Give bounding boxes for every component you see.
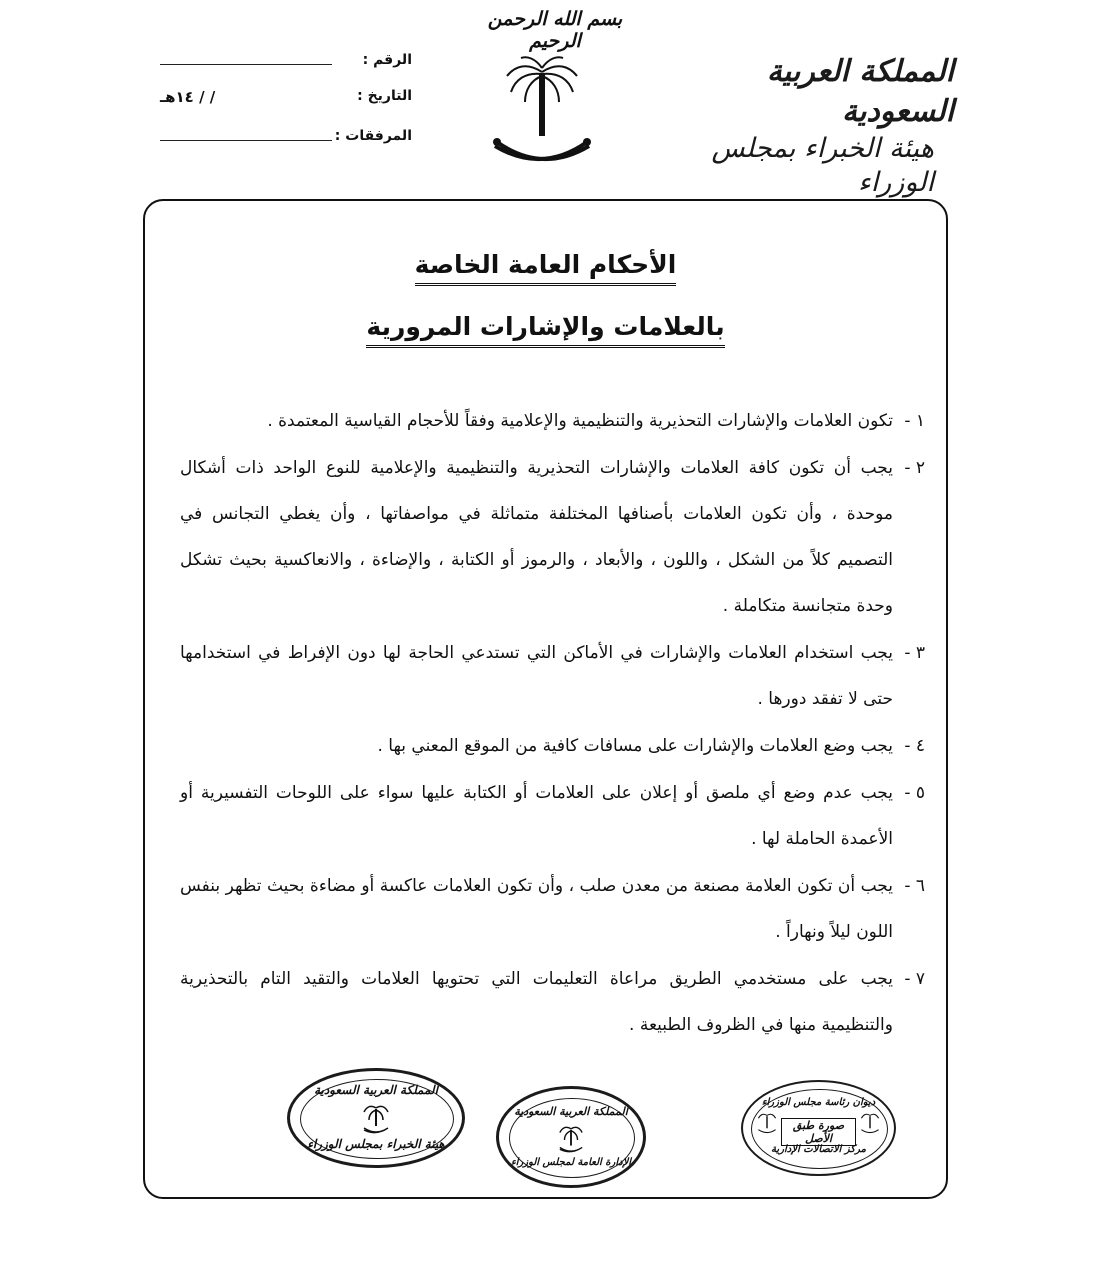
stamp-emblem-icon	[362, 1104, 390, 1140]
article-number: ٥ -	[904, 783, 925, 803]
attachments-field	[150, 128, 412, 152]
stamp-top-text: المملكة العربية السعودية	[314, 1083, 438, 1097]
article-number: ١ -	[904, 411, 925, 431]
attachments-line	[160, 140, 332, 141]
reference-number-line	[160, 64, 332, 65]
articles-list	[180, 398, 925, 1049]
date-field	[150, 88, 412, 112]
reference-number-label: الرقم :	[362, 52, 412, 68]
article-item	[180, 630, 925, 722]
stamp-emblem-icon	[860, 1112, 880, 1140]
stamp-top-text: المملكة العربية السعودية	[514, 1105, 628, 1118]
basmala: بسم الله الرحمن الرحيم	[487, 8, 623, 52]
authority-name: هيئة الخبراء بمجلس الوزراء	[711, 133, 934, 198]
stamp-council-ministers	[496, 1086, 646, 1188]
kingdom-name: المملكة العربية السعودية	[766, 54, 954, 129]
stamp-emblem-icon	[558, 1125, 584, 1159]
stamp-bottom-text: الإدارة العامة لمجلس الوزراء	[510, 1157, 632, 1168]
stamp-bottom-text: هيئة الخبراء بمجلس الوزراء	[307, 1137, 445, 1151]
attachments-label: المرفقات :	[334, 128, 412, 144]
saudi-emblem-icon	[487, 54, 597, 178]
article-item	[180, 445, 925, 629]
article-number: ٦ -	[904, 876, 925, 896]
article-text: يجب أن تكون العلامة مصنعة من معدن صلب ، وأن تكون العلامات عاكسة أو مضاءة بحيث تظهر بنفس اللون ليلاً ونهاراً .	[180, 876, 893, 942]
stamp-bottom-text: مركز الاتصالات الإدارية	[771, 1144, 866, 1155]
stamp-middle-text: صورة طبق الأصل	[781, 1118, 856, 1146]
article-number: ٢ -	[904, 458, 925, 478]
article-item	[180, 770, 925, 862]
article-text: يجب أن تكون كافة العلامات والإشارات التحذيرية والتنظيمية والإعلامية للنوع الواحد ذات أشكال موحدة ، وأن تكون العلامات بأصنافها المختلفة متماثلة في مواصفاتها ، وأن يغطي التجانس في التصميم كلاً من الشكل ، واللون ، والأبعاد ، والرموز أو الكتابة ، والإضاءة ، والانعاكسية بحيث تشكل وحدة متجانسة متكاملة .	[180, 458, 893, 616]
article-text: تكون العلامات والإشارات التحذيرية والتنظيمية والإعلامية وفقاً للأحجام القياسية المعتمدة .	[267, 411, 893, 431]
article-text: يجب على مستخدمي الطريق مراعاة التعليمات التي تحتويها العلامات والتقيد التام بالتحذيرية والتنظيمية منها في الظروف الطبيعة .	[180, 969, 893, 1035]
stamp-top-text: ديوان رئاسة مجلس الوزراء	[761, 1097, 876, 1108]
stamp-certified-copy	[741, 1080, 896, 1176]
title-line-1: الأحكام العامة الخاصة	[143, 250, 948, 279]
date-label: التاريخ :	[357, 88, 412, 104]
article-item	[180, 723, 925, 769]
stamp-emblem-icon	[757, 1112, 777, 1140]
article-number: ٧ -	[904, 969, 925, 989]
letterhead	[654, 52, 954, 200]
article-item	[180, 398, 925, 444]
article-text: يجب عدم وضع أي ملصق أو إعلان على العلامات أو الكتابة عليها سواء على اللوحات التفسيرية أو الأعمدة الحاملة لها .	[180, 783, 893, 849]
title-line-2: بالعلامات والإشارات المرورية	[143, 312, 948, 341]
stamp-experts-commission	[287, 1068, 465, 1168]
article-number: ٣ -	[904, 643, 925, 663]
article-item	[180, 956, 925, 1048]
article-text: يجب استخدام العلامات والإشارات في الأماكن التي تستدعي الحاجة لها دون الإفراط في استخدامها حتى لا تفقد دورها .	[180, 643, 893, 709]
date-value: / / ١٤هـ	[160, 88, 216, 106]
article-text: يجب وضع العلامات والإشارات على مسافات كافية من الموقع المعني بها .	[377, 736, 893, 756]
reference-number-field	[150, 52, 412, 76]
article-item	[180, 863, 925, 955]
article-number: ٤ -	[904, 736, 925, 756]
